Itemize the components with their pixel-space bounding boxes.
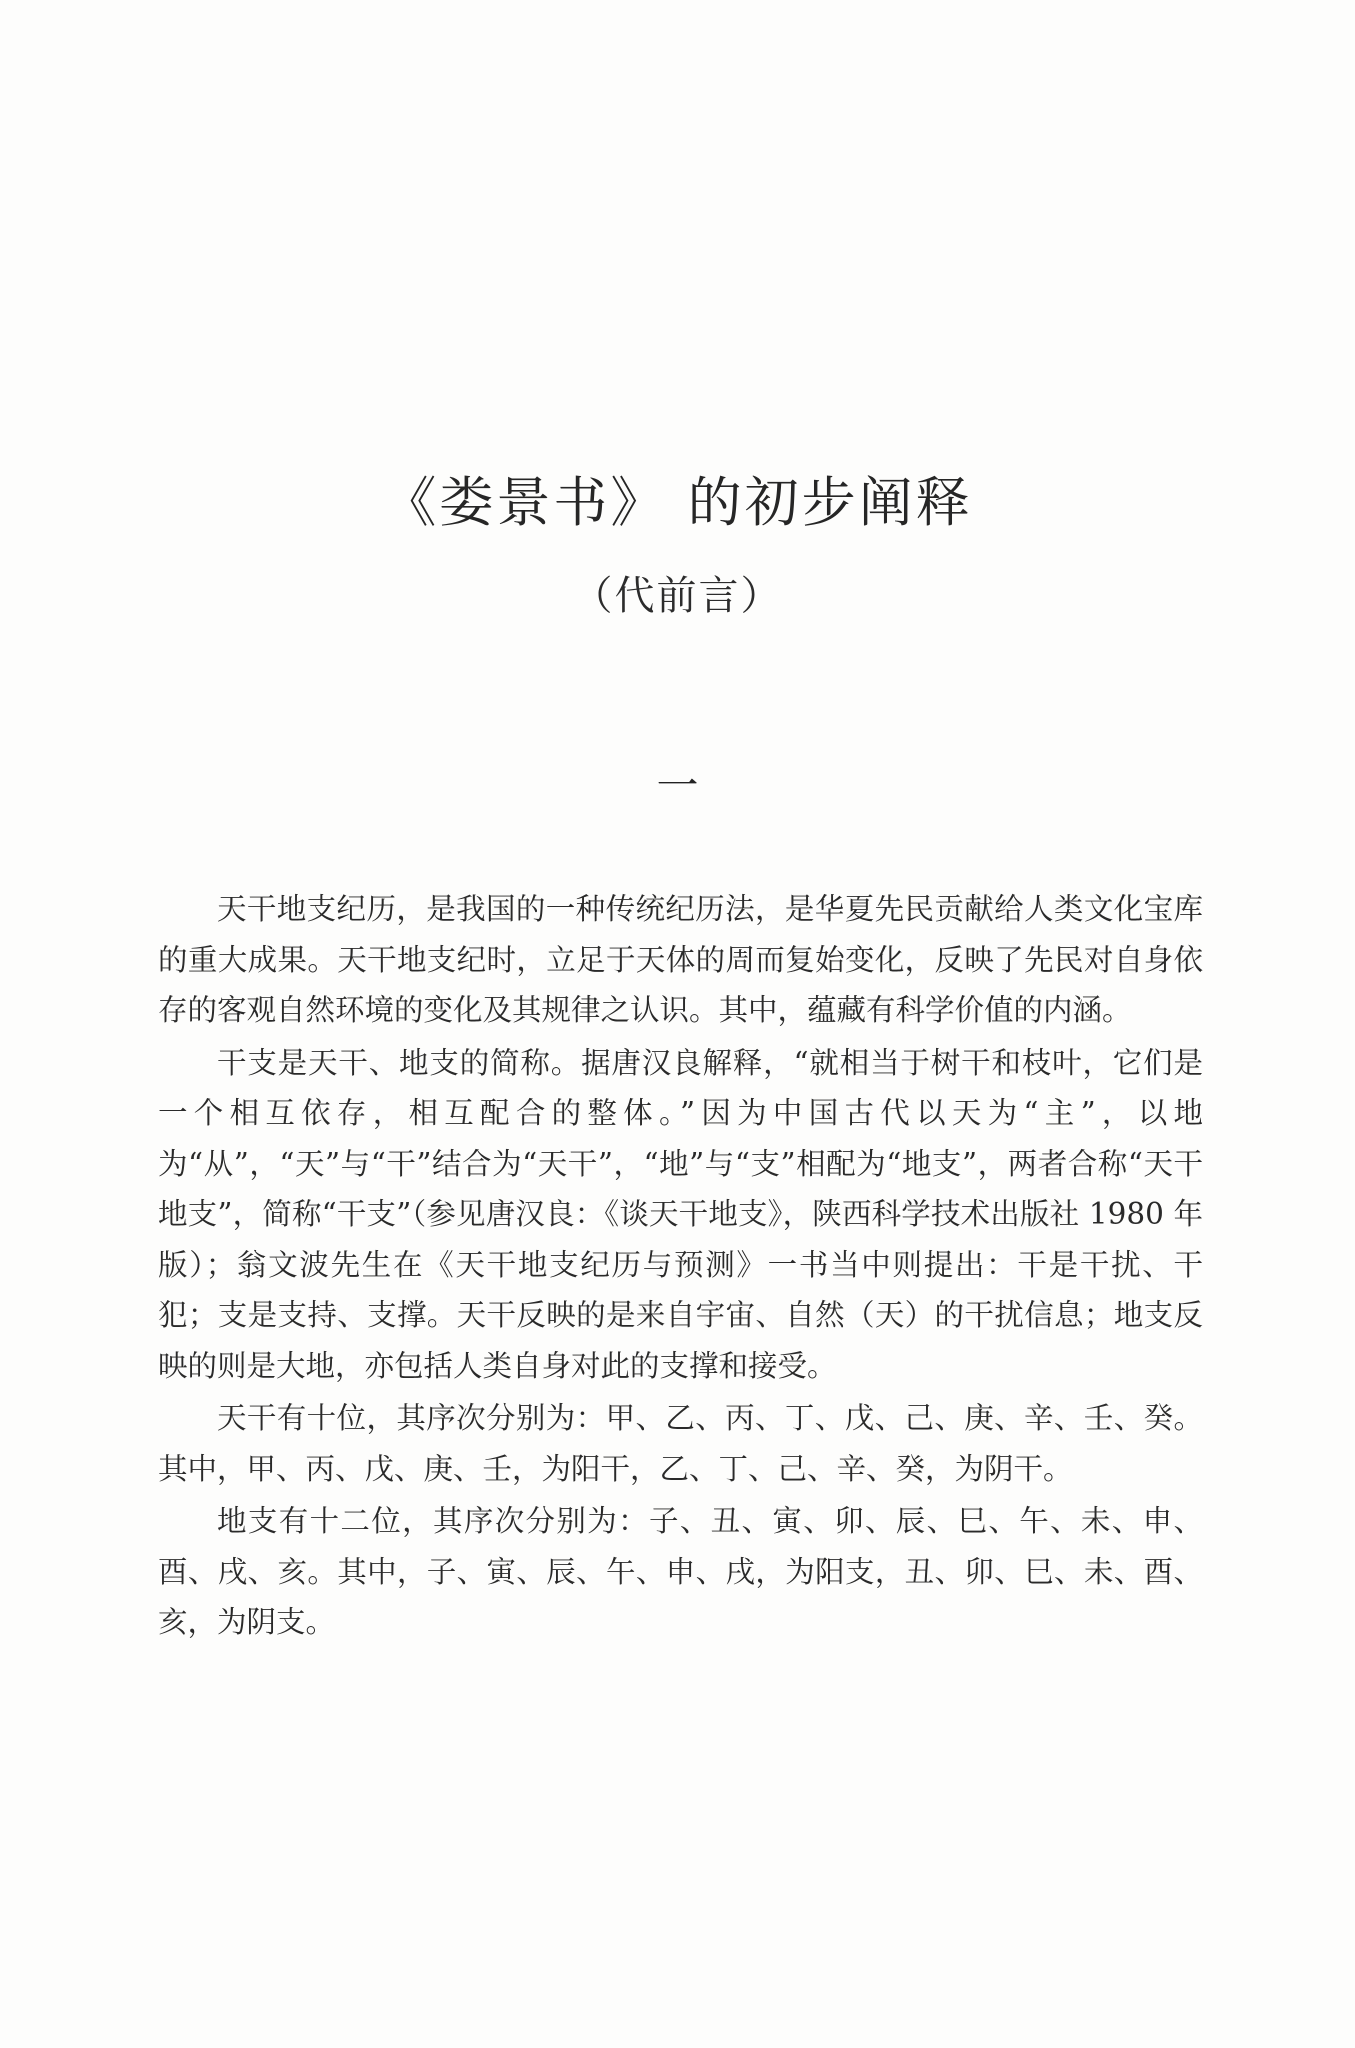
paragraph: 地支有十二位，其序次分别为：子、丑、寅、卯、辰、巳、午、未、申、酉、戌、亥。其中，子、寅、辰、午、申、戌，为阳支，丑、卯、巳、未、酉、亥，为阴支。 [158,1504,1203,1639]
body-text [158,884,1203,1650]
section-number: 一 [656,761,699,810]
paragraph: 干支是天干、地支的简称。据唐汉良解释，“就相当于树干和枝叶，它们是一个相互依存，相互配合的整体。”因为中国古代以天为“主”，以地为“从”，“天”与“干”结合为“天干”，“地”与“支”相配为“地支”，两者合称“天干地支”，简称“干支”（参见唐汉良：《谈天干地支》，陕西科学技术出版社 1980 年版）；翁文波先生在《天干地支纪历与预测》一书当中则提出：干是干扰、干犯；支是支持、支撑。天干反映的是来自宇宙、自然（天）的干扰信息；地支反映的则是大地，亦包括人类自身对此的支撑和接受。 [158,1045,1203,1383]
page-title: 《娄景书》 的初步阐释 [382,471,973,534]
paragraph: 天干地支纪历，是我国的一种传统纪历法，是华夏先民贡献给人类文化宝库的重大成果。天干地支纪时，立足于天体的周而复始变化，反映了先民对自身依存的客观自然环境的变化及其规律之认识。其中，蕴藏有科学价值的内涵。 [158,892,1203,1027]
paragraph: 天干有十位，其序次分别为：甲、乙、丙、丁、戊、己、庚、辛、壬、癸。其中，甲、丙、戊、庚、壬，为阳干，乙、丁、己、辛、癸，为阴干。 [158,1401,1203,1486]
page-subtitle: （代前言） [572,573,783,619]
